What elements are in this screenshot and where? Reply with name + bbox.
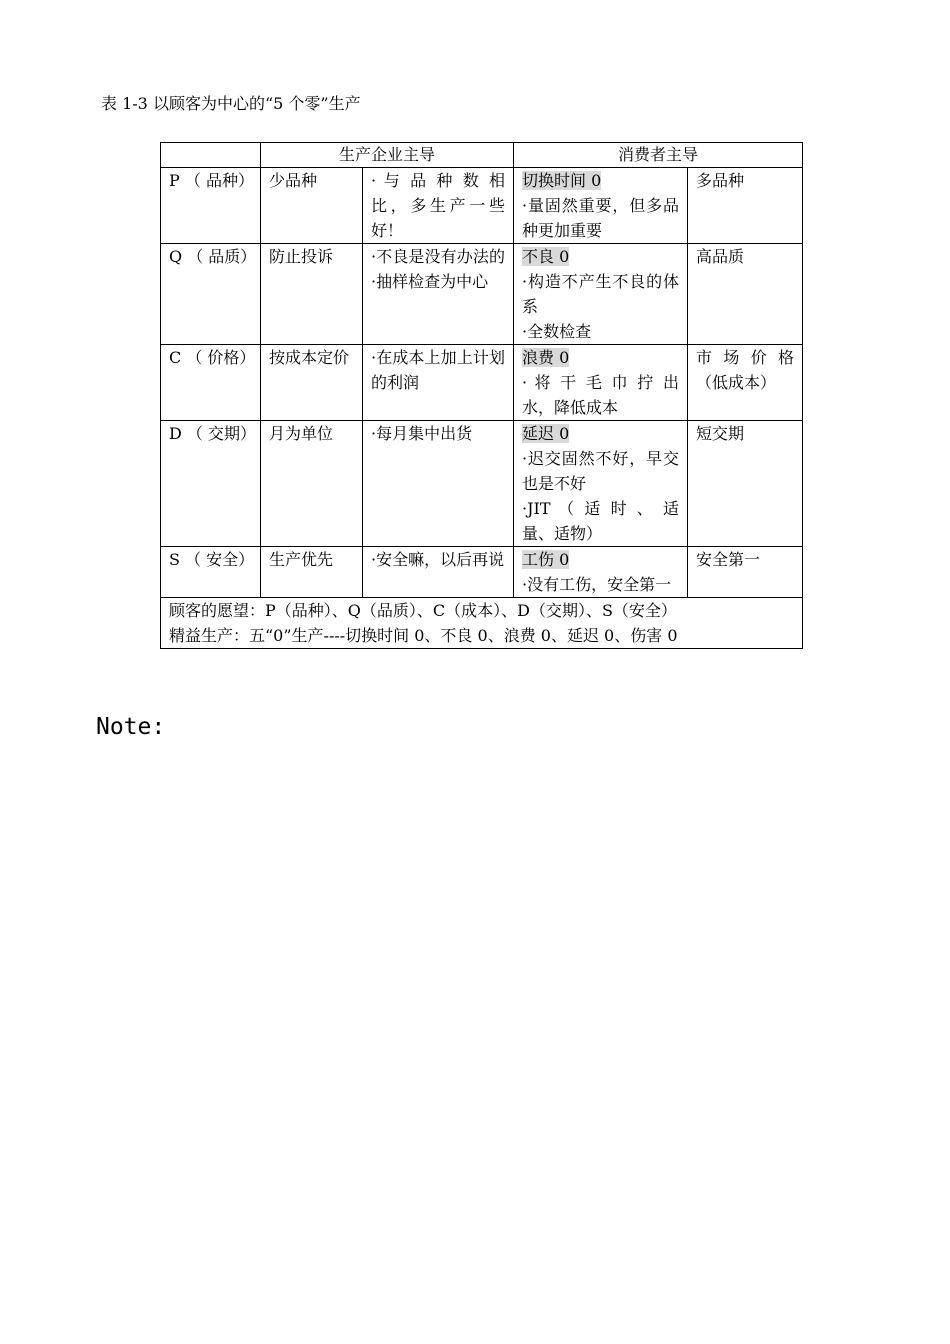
consumer-value: 高品质 bbox=[688, 244, 803, 345]
enterprise-value: 月为单位 bbox=[261, 421, 363, 547]
consumer-note: ·迟交固然不好，早交也是不好 bbox=[522, 449, 680, 493]
zero-label: 浪费 0 bbox=[522, 348, 570, 367]
enterprise-note: ·每月集中出货 bbox=[363, 421, 514, 547]
enterprise-note: ·安全嘛，以后再说 bbox=[363, 547, 514, 598]
table-row bbox=[161, 547, 803, 598]
zero-label: 工伤 0 bbox=[522, 550, 570, 569]
enterprise-value: 按成本定价 bbox=[261, 345, 363, 421]
consumer-zero-cell bbox=[514, 547, 688, 598]
table-footer-row bbox=[161, 598, 803, 649]
customer-wish-text: 顾客的愿望：P（品种）、Q（品质）、C（成本）、D（交期）、S（安全） bbox=[169, 601, 677, 620]
table-row bbox=[161, 421, 803, 547]
zero-label: 切换时间 0 bbox=[522, 171, 602, 190]
table-header-row bbox=[161, 143, 803, 168]
header-enterprise: 生产企业主导 bbox=[261, 143, 514, 168]
consumer-zero-cell bbox=[514, 345, 688, 421]
consumer-zero-cell bbox=[514, 168, 688, 244]
consumer-value: 市 场 价 格（低成本） bbox=[688, 345, 803, 421]
enterprise-note: ·在成本上加上计划的利润 bbox=[363, 345, 514, 421]
table-row bbox=[161, 345, 803, 421]
row-item: Q （ 品质） bbox=[161, 244, 261, 345]
note-label: Note: bbox=[96, 714, 166, 740]
enterprise-note: ·不良是没有办法的·抽样检查为中心 bbox=[363, 244, 514, 345]
zero-label: 不良 0 bbox=[522, 247, 570, 266]
enterprise-value: 防止投诉 bbox=[261, 244, 363, 345]
row-item: D （ 交期） bbox=[161, 421, 261, 547]
consumer-value: 短交期 bbox=[688, 421, 803, 547]
footer-cell bbox=[161, 598, 803, 649]
consumer-zero-cell bbox=[514, 244, 688, 345]
row-item: S （ 安全） bbox=[161, 547, 261, 598]
row-item: P （ 品种） bbox=[161, 168, 261, 244]
enterprise-value: 生产优先 bbox=[261, 547, 363, 598]
header-consumer: 消费者主导 bbox=[514, 143, 803, 168]
table-row bbox=[161, 168, 803, 244]
consumer-value: 安全第一 bbox=[688, 547, 803, 598]
five-zero-table bbox=[160, 142, 803, 649]
table-row bbox=[161, 244, 803, 345]
table-caption: 表 1-3 以顾客为中心的“5 个零”生产 bbox=[101, 94, 361, 113]
row-item: C （ 价格） bbox=[161, 345, 261, 421]
consumer-note: ·量固然重要，但多品种更加重要 bbox=[522, 196, 680, 240]
consumer-zero-cell bbox=[514, 421, 688, 547]
header-blank-cell bbox=[161, 143, 261, 168]
zero-label: 延迟 0 bbox=[522, 424, 570, 443]
consumer-note: ·全数检查 bbox=[522, 322, 592, 341]
consumer-note: ·没有工伤，安全第一 bbox=[522, 575, 672, 594]
consumer-note: ·构造不产生不良的体系 bbox=[522, 272, 680, 316]
consumer-value: 多品种 bbox=[688, 168, 803, 244]
lean-production-text: 精益生产：五“0”生产----切换时间 0、不良 0、浪费 0、延迟 0、伤害 0 bbox=[169, 626, 678, 645]
consumer-note: · 将 干 毛 巾 拧 出水，降低成本 bbox=[522, 373, 680, 417]
enterprise-value: 少品种 bbox=[261, 168, 363, 244]
consumer-note: ·JIT （ 适 时 、 适量、适物） bbox=[522, 499, 680, 543]
enterprise-note: · 与 品 种 数 相比，多生产一些好！ bbox=[363, 168, 514, 244]
